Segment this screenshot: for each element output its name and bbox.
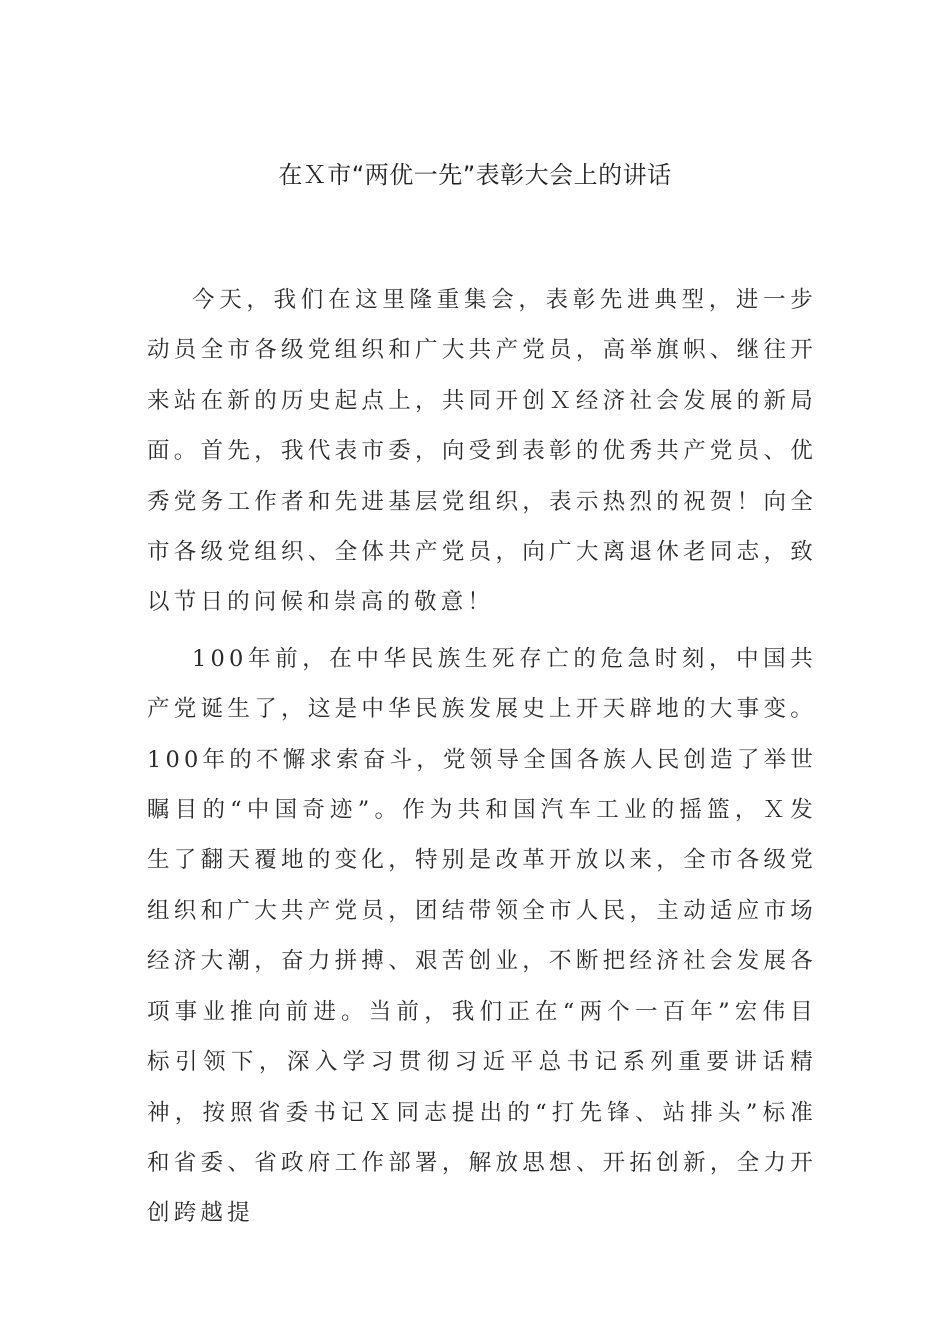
paragraph-opening: 今天，我们在这里隆重集会，表彰先进典型，进一步动员全市各级党组织和广大共产党员，高举旗帜、继往开来站在新的历史起点上，共同开创Ｘ经济社会发展的新局面。首先，我代表市委，向受到表彰的优秀共产党员、优秀党务工作者和先进基层党组织，表示热烈的祝贺！向全市各级党组织、全体共产党员，向广大离退休老同志，致以节日的问候和崇高的敬意！ (147, 287, 817, 616)
document-title: 在Ｘ市“两优一先”表彰大会上的讲话 (278, 161, 672, 189)
paragraph-history: 100年前，在中华民族生死存亡的危急时刻，中国共产党诞生了，这是中华民族发展史上开天辟地的大事变。100年的不懈求索奋斗，党领导全国各族人民创造了举世瞩目的“中国奇迹”。作为共和国汽车工业的摇篮，Ｘ发生了翻天覆地的变化，特别是改革开放以来，全市各级党组织和广大共产党员，团结带领全市人民，主动适应市场经济大潮，奋力拼搏、艰苦创业，不断把经济社会发展各项事业推向前进。当前，我们正在“两个一百年”宏伟目标引领下，深入学习贯彻习近平总书记系列重要讲话精神，按照省委书记Ｘ同志提出的“打先锋、站排头”标准和省委、省政府工作部署，解放思想、开拓创新，全力开创跨越提 (147, 645, 817, 1227)
document-body (147, 275, 817, 1239)
